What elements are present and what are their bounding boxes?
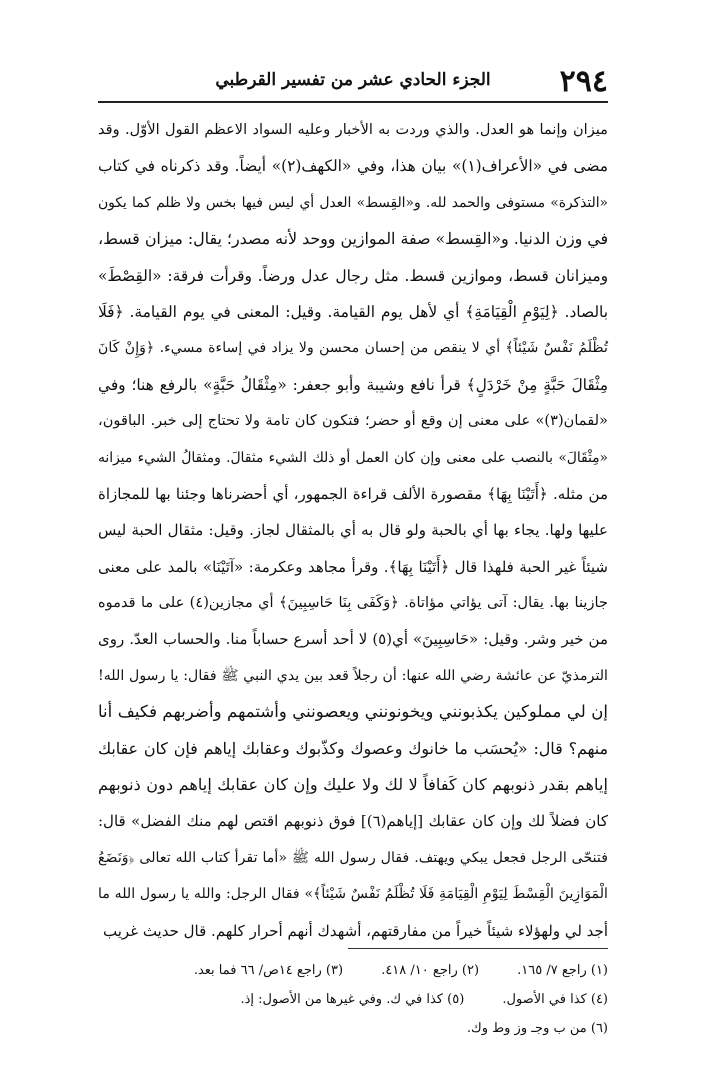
text-line: فتنحّى الرجل فجعل يبكي ويهتف. فقال رسول الله ﷺ «أما تقرأ كتاب الله تعالى ﴿وَنَضَعُ — [98, 849, 608, 866]
footnote-1: (١) راجع ٧/ ١٦٥. — [517, 963, 608, 978]
footnote-row — [98, 985, 608, 1014]
text-line: في وزن الدنيا. و«القِسط» صفة الموازين ووحد لأنه مصدر؛ يقال: ميزان قسط، — [98, 229, 608, 249]
text-line: «مِثْقَالَ» بالنصب على معنى وإن كان العمل أو ذلك الشيء مثقالَ. ومثقالُ الشيء ميزانه — [98, 449, 608, 466]
text-line: الترمذيّ عن عائشة رضي الله عنها: أن رجلاً قعد بين يدي النبي ﷺ فقال: يا رسول الله! — [98, 667, 608, 684]
footnote-row — [98, 1014, 608, 1043]
header-divider — [98, 101, 608, 103]
text-line: شيئاً غير الحبة فلهذا قال ﴿أَتَيْنَا بِهَا﴾. وقرأ مجاهد وعكرمة: «آتَيْنَا» بالمد على معنى — [98, 557, 608, 576]
text-line: «التذكرة» مستوفى والحمد لله. و«القِسط» العدل أي ليس فيها بخس ولا ظلم كما يكون — [98, 194, 608, 211]
text-line: من خير وشر. وقيل: «حَاسِبِينَ» أي(٥) لا أحد أسرع حساباً منا. والحساب العدّ. روى — [98, 630, 608, 649]
text-line: وميزانان قسط، وموازين قسط. مثل رجال عدل ورضاً. وقرأت فرقة: «القِصْطَ» — [98, 266, 608, 285]
text-line: الْمَوَازِينَ الْقِسْطَ لِيَوْمِ الْقِيَامَةِ فَلَا تُظْلَمُ نَفْسٌ شَيْئاً﴾» فقال الرجل: والله يا رسول الله ما — [98, 886, 608, 903]
page-number: ٢٩٤ — [559, 64, 608, 99]
running-title: الجزء الحادي عشر من تفسير القرطبي — [215, 70, 491, 90]
text-line: مضى في «الأعراف(١)» بيان هذا، وفي «الكهف(٢)» أيضاً. وقد ذكرناه في كتاب — [98, 157, 608, 176]
text-line: منهم؟ قال: «يُحسَب ما خانوك وعصوك وكذّبوك وعقابك إياهم فإن كان عقابك — [98, 738, 608, 758]
text-line: كان فضلاً لك وإن كان عقابك [إياهم(٦)] فوق ذنوبهم اقتص لهم منك الفضل» قال: — [98, 812, 609, 831]
text-line: من مثله. ﴿أَتَيْنَا بِهَا﴾ مقصورة الألف قراءة الجمهور، أي أحضرناها وجئنا بها للمجازاة — [98, 484, 608, 503]
footnote-divider — [348, 948, 608, 949]
page-header — [98, 60, 608, 100]
footnote-6: (٦) من ب وجـ وز وط وك. — [466, 1021, 608, 1036]
footnotes — [98, 956, 608, 1043]
text-line: جازينا بها. يقال: آتى يؤاتي مؤاتاة. ﴿وَكَفَى بِنَا حَاسِبِينَ﴾ أي مجازين(٤) على ما قدموه — [98, 594, 608, 612]
text-line: أجد لي ولهؤلاء شيئاً خيراً من مفارقتهم، أشهدك أنهم أحرار كلهم. قال حديث غريب — [103, 921, 608, 940]
text-line: «لقمان(٣)» على معنى إن وقع أو حضر؛ فتكون كان تامة ولا تحتاج إلى خبر. الباقون، — [98, 412, 608, 430]
text-line: إياهم بقدر ذنوبهم كان كَفافاً لا لك ولا عليك وإن كان عقابك إياهم دون ذنوبهم — [98, 775, 608, 795]
text-line: ميزان وإنما هو العدل. والذي وردت به الأخبار وعليه السواد الاعظم القول الأوّل. وقد — [98, 121, 608, 138]
text-line: عليها ولها. يجاء بها أي بالحبة ولو قال به أي بالمثقال لجاز. وقيل: مثقال الحبة ليس — [98, 521, 608, 540]
footnote-4: (٤) كذا في الأصول. — [502, 992, 608, 1007]
text-line: بالصاد. ﴿لِيَوْمِ الْقِيَامَةِ﴾ أي لأهل يوم القيامة. وقيل: المعنى في يوم القيامة. ﴿فَلَا — [98, 302, 608, 321]
footnote-row — [98, 956, 608, 985]
text-line: مِثْقَالَ حَبَّةٍ مِنْ خَرْدَلٍ﴾ قرأ نافع وشيبة وأبو جعفر: «مِثْقَالُ حَبَّةٍ» بالرفع هنا؛ وفي — [98, 375, 608, 394]
footnote-5: (٥) كذا في ك. وفي غيرها من الأصول: إذ. — [240, 992, 465, 1007]
footnote-2: (٢) راجع ١٠/ ٤١٨. — [381, 963, 480, 978]
body-text — [98, 112, 608, 949]
text-line: تُظْلَمُ نَفْسٌ شَيْئاً﴾ أي لا ينقص من إحسان محسن ولا يزاد في إساءة مسيء. ﴿وَإِنْ كَانَ — [98, 340, 608, 357]
footnote-3: (٣) راجع ١٤ص/ ٦٦ فما بعد. — [193, 963, 344, 978]
text-line: إن لي مملوكين يكذبونني ويخونونني ويعصونني وأشتمهم وأضربهم فكيف أنا — [98, 702, 608, 722]
